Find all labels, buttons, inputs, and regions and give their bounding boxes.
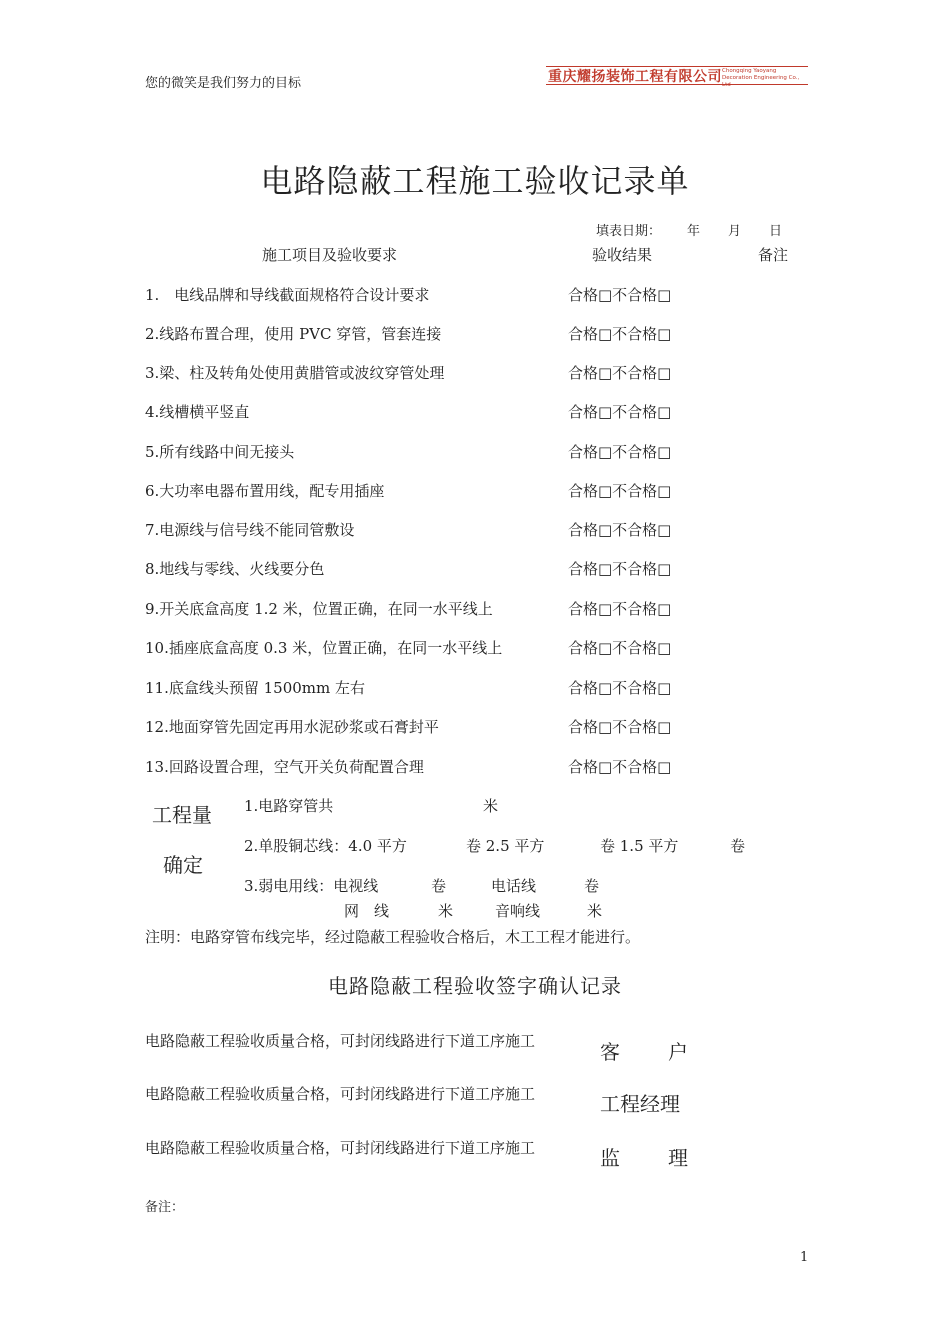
conduit-length-text: 1.电路穿管共 (244, 797, 334, 815)
item-row-5: 5.所有线路中间无接头 (145, 443, 295, 461)
column-item-header: 施工项目及验收要求 (262, 246, 398, 264)
network-cable-unit: 米 (438, 902, 454, 920)
item-row-9: 9.开关底盒高度 1.2 米，位置正确，在同一水平线上 (145, 600, 493, 618)
audio-cable: 音响线 (495, 902, 541, 920)
date-label: 填表日期： (596, 224, 662, 239)
item-row-11: 11.底盒线头预留 1500mm 左右 (145, 679, 366, 697)
result-checkbox-11[interactable]: 合格□不合格□ (568, 679, 672, 697)
result-checkbox-4[interactable]: 合格□不合格□ (568, 403, 672, 421)
client-role-b: 户 (668, 1040, 688, 1064)
result-checkbox-10[interactable]: 合格□不合格□ (568, 639, 672, 657)
copper-wire-unit: 卷 (730, 837, 746, 855)
copper-wire-4: 2.单股铜芯线：4.0 平方 (244, 837, 407, 855)
company-logo (546, 66, 808, 88)
quantity-label-1: 工程量 (152, 803, 212, 827)
result-checkbox-8[interactable]: 合格□不合格□ (568, 560, 672, 578)
item-row-4: 4.线槽横平竖直 (145, 403, 250, 421)
result-checkbox-13[interactable]: 合格□不合格□ (568, 758, 672, 776)
company-name-en: Chongqing Yaoyang Decoration Engineering Co., Ltd (722, 68, 800, 88)
copper-wire-1-5: 卷 1.5 平方 (600, 837, 679, 855)
item-row-1: 1. 电线品牌和导线截面规格符合设计要求 (145, 286, 430, 304)
fill-date (596, 220, 786, 239)
tv-cable-unit: 卷 (431, 877, 447, 895)
phone-cable: 电话线 (491, 877, 537, 895)
tv-cable: 3.弱电用线：电视线 (244, 877, 379, 895)
date-month: 月 (728, 224, 742, 239)
date-year: 年 (687, 224, 701, 239)
network-cable: 网 线 (344, 902, 390, 920)
page-title: 电路隐蔽工程施工验收记录单 (260, 162, 690, 200)
result-checkbox-12[interactable]: 合格□不合格□ (568, 718, 672, 736)
supervisor-role-a: 监 (600, 1146, 620, 1170)
item-row-3: 3.梁、柱及转角处使用黄腊管或波纹穿管处理 (145, 364, 445, 382)
column-note-header: 备注 (758, 246, 789, 264)
page-number: 1 (800, 1250, 809, 1265)
result-checkbox-6[interactable]: 合格□不合格□ (568, 482, 672, 500)
conduit-length-unit: 米 (483, 797, 499, 815)
column-result-header: 验收结果 (592, 246, 653, 264)
manager-sign-text: 电路隐蔽工程验收质量合格，可封闭线路进行下道工序施工 (145, 1085, 536, 1103)
header-motto: 您的微笑是我们努力的目标 (145, 76, 302, 91)
item-row-2: 2.线路布置合理，使用 PVC 穿管，管套连接 (145, 325, 442, 343)
result-checkbox-1[interactable]: 合格□不合格□ (568, 286, 672, 304)
remarks-label: 备注： (145, 1200, 185, 1215)
client-role-a: 客 (600, 1040, 620, 1064)
quantity-label-2: 确定 (163, 853, 203, 877)
result-checkbox-2[interactable]: 合格□不合格□ (568, 325, 672, 343)
supervisor-role-b: 理 (668, 1146, 688, 1170)
result-checkbox-7[interactable]: 合格□不合格□ (568, 521, 672, 539)
note-text: 注明：电路穿管布线完毕，经过隐蔽工程验收合格后，木工工程才能进行。 (145, 928, 641, 946)
phone-cable-unit: 卷 (584, 877, 600, 895)
audio-cable-unit: 米 (587, 902, 603, 920)
item-row-13: 13.回路设置合理，空气开关负荷配置合理 (145, 758, 424, 776)
manager-role: 工程经理 (600, 1092, 680, 1116)
result-checkbox-9[interactable]: 合格□不合格□ (568, 600, 672, 618)
client-sign-text: 电路隐蔽工程验收质量合格，可封闭线路进行下道工序施工 (145, 1032, 536, 1050)
date-day: 日 (769, 224, 783, 239)
copper-wire-2-5: 卷 2.5 平方 (466, 837, 545, 855)
supervisor-sign-text: 电路隐蔽工程验收质量合格，可封闭线路进行下道工序施工 (145, 1139, 536, 1157)
company-name-cn: 重庆耀扬装饰工程有限公司 (548, 69, 722, 85)
item-row-12: 12.地面穿管先固定再用水泥砂浆或石膏封平 (145, 718, 439, 736)
result-checkbox-3[interactable]: 合格□不合格□ (568, 364, 672, 382)
item-row-8: 8.地线与零线、火线要分色 (145, 560, 325, 578)
item-row-6: 6.大功率电器布置用线，配专用插座 (145, 482, 385, 500)
signature-section-title: 电路隐蔽工程验收签字确认记录 (328, 974, 622, 998)
item-row-10: 10.插座底盒高度 0.3 米，位置正确，在同一水平线上 (145, 639, 503, 657)
item-row-7: 7.电源线与信号线不能同管敷设 (145, 521, 355, 539)
result-checkbox-5[interactable]: 合格□不合格□ (568, 443, 672, 461)
